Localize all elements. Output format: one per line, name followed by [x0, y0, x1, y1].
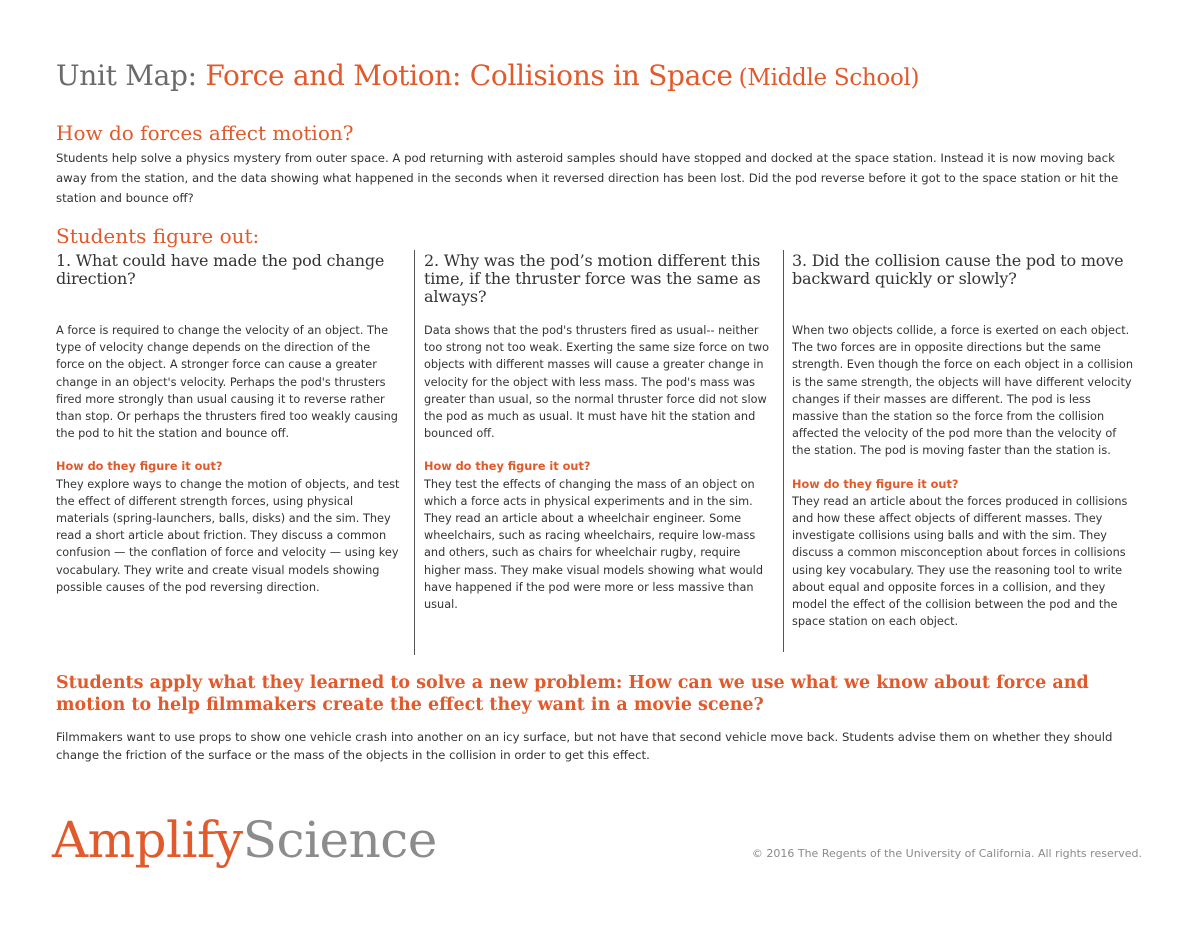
- how-heading: How do they figure it out?: [792, 477, 959, 491]
- how-heading: How do they figure it out?: [56, 460, 223, 474]
- page-title: [56, 56, 919, 98]
- column-explanation: Data shows that the pod's thrusters fired as usual-- neither too strong not too weak. Exerting the same size force on two objects with different masses will cause a greater change in velocity for the object with less mass. The pod's mass was greater than usual, so the normal thruster force did not slow the pod as much as usual. It must have hit the station and bounced off.: [424, 324, 769, 441]
- column-question: 3. Did the collision cause the pod to move backward quickly or slowly?: [792, 251, 1124, 288]
- amplify-science-logo: [52, 808, 437, 872]
- logo-science: Science: [242, 811, 437, 869]
- unit-title: Force and Motion: Collisions in Space: [205, 59, 733, 92]
- column-explanation: When two objects collide, a force is exerted on each object. The two forces are in opposite directions but the same strength. Even though the force on each object in a collision is the same strength, the objects will have different velocity changes if their masses are different. The pod is less massive than the station so the force from the collision affected the velocity of the pod more than the velocity of the station. The pod is moving faster than the station is.: [792, 324, 1133, 458]
- apply-heading: Students apply what they learned to solve a new problem: How can we use what we know about force and motion to help filmmakers create the effect they want in a movie scene?: [56, 673, 1089, 715]
- copyright-notice: © 2016 The Regents of the University of California. All rights reserved.: [751, 847, 1142, 860]
- how-body: They read an article about the forces produced in collisions and how these affect objects of different masses. They investigate collisions using balls and with the sim. They discuss a common misconception about forces in collisions using key vocabulary. They use the reasoning tool to write about equal and opposite forces in a collision, and they model the effect of the collision between the pod and the space station on each object.: [792, 494, 1128, 629]
- column-divider: [783, 250, 784, 652]
- apply-body: Filmmakers want to use props to show one vehicle crash into another on an icy surface, but not have that second vehicle move back. Students advise them on whether they should change the friction of the surface or the mass of the objects in the collision in order to get this effect.: [56, 730, 1113, 762]
- column-question: 1. What could have made the pod change direction?: [56, 251, 385, 288]
- driving-question-body: Students help solve a physics mystery from outer space. A pod returning with asteroid samples should have stopped and docked at the space station. Instead it is now moving back away from the station, and the data showing what happened in the seconds when it reversed direction has been lost. Did the pod reverse before it got to the space station or hit the station and bounce off?: [56, 151, 1119, 205]
- column-divider: [414, 250, 415, 655]
- column-question: 2. Why was the pod’s motion different this time, if the thruster force was the same as always?: [424, 251, 761, 306]
- grade-level: (Middle School): [738, 65, 920, 91]
- logo-amplify: Amplify: [52, 811, 243, 869]
- figure-out-column-2: [424, 252, 770, 613]
- title-prefix: Unit Map:: [56, 59, 206, 92]
- figure-out-heading: Students figure out:: [56, 224, 260, 248]
- how-body: They explore ways to change the motion of objects, and test the effect of different strength forces, using physical materials (spring-launchers, balls, disks) and the sim. They read a short article about friction. They discuss a common confusion — the conflation of force and velocity — using key vocabulary. They write and create visual models showing possible causes of the pod reversing direction.: [56, 477, 400, 594]
- column-explanation: A force is required to change the velocity of an object. The type of velocity change depends on the direction of the force on the object. A stronger force can cause a greater change in an object's velocity. Perhaps the pod's thrusters fired more strongly than usual causing it to reverse rather than stop. Or perhaps the thrusters fired too weakly causing the pod to hit the station and bounce off.: [56, 324, 398, 441]
- figure-out-column-1: [56, 252, 402, 596]
- driving-question-heading: How do forces affect motion?: [56, 121, 354, 145]
- figure-out-column-3: [792, 252, 1138, 630]
- how-heading: How do they figure it out?: [424, 460, 591, 474]
- how-body: They test the effects of changing the mass of an object on which a force acts in physical experiments and in the sim. They read an article about a wheelchair engineer. Some wheelchairs, such as racing wheelchairs, require low-mass and others, such as chairs for wheelchair rugby, require higher mass. They make visual models showing what would have happened if the pod were more or less massive than usual.: [424, 477, 763, 612]
